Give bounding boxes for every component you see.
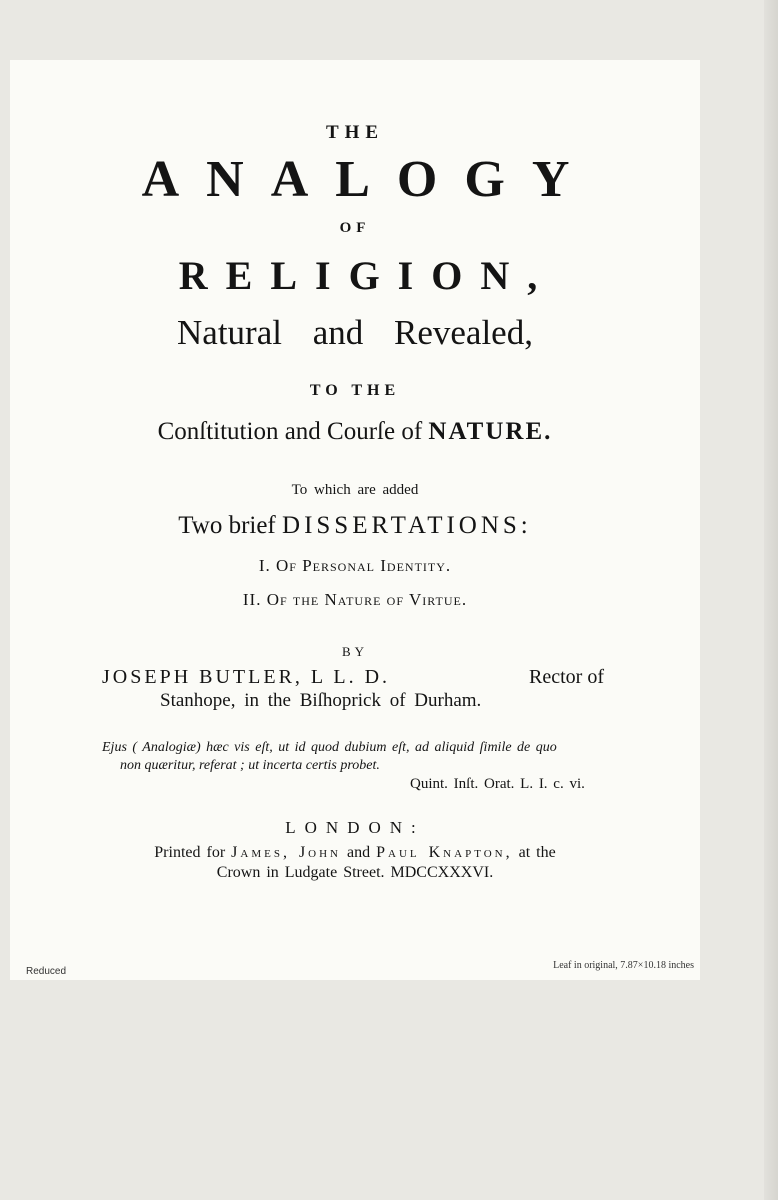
reduced-note: Reduced [26,966,67,977]
page-edge [764,0,778,1200]
title-analogy: ANALOGY [141,151,597,208]
dissertations-word: DISSERTATIONS: [282,512,532,539]
and-word: and [347,844,371,861]
author-name: JOSEPH BUTLER, L L. D. [102,666,391,688]
motto-line-1: Ejus ( Analogiæ) hæc vis eſt, ut id quod dubium eſt, ad aliquid ſimile de quo [102,740,557,755]
imprint-printed-for [10,844,700,862]
title-of: OF [339,220,371,236]
imprint-address: Crown in Ludgate Street. MDCCXXXVI. [216,864,494,881]
by-line: BY [341,644,369,659]
subtitle-natural-revealed: Natural and Revealed, [177,313,533,352]
added-note: To which are added [291,482,419,498]
two-brief-text: Two brief [178,512,276,539]
publishers-names-2: Paul Knapton, [376,844,513,861]
author-place: Stanhope, in the Biſhoprick of Durham. [160,690,482,711]
dissertation-2: II. Of the Nature of Virtue. [242,590,468,609]
dissertations-heading [10,512,700,540]
subtitle-constitution [10,418,700,446]
motto-line-2: non quæritur, referat ; ut incerta certis probet. [120,758,380,773]
dissertation-1: I. Of Personal Identity. [258,556,452,575]
title-religion: RELIGION, [178,253,556,298]
author-line [102,666,604,689]
author-role: Rector of [529,666,604,688]
at-the-text: at the [518,844,556,861]
printed-for-text: Printed for [154,844,226,861]
leaf-size-note: Leaf in original, 7.87×10.18 inches [553,960,694,971]
imprint-london: LONDON: [285,818,425,837]
publishers-names: James, John [231,844,342,861]
title-the: THE [325,122,385,143]
nature-word: NATURE. [428,418,553,445]
subtitle-to-the: TO THE [309,382,401,399]
constitution-text: Conſtitution and Courſe of [157,418,423,445]
title-page-leaf [10,60,700,980]
motto-citation: Quint. Inſt. Orat. L. I. c. vi. [410,776,585,792]
